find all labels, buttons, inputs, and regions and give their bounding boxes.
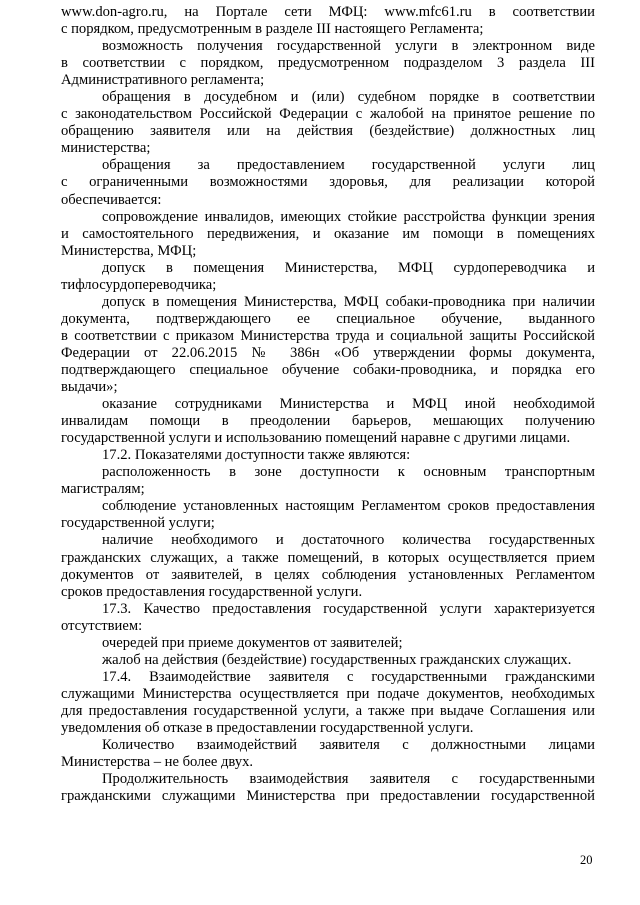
text-line: возможность получения государственной услуги в электронном виде <box>102 38 595 55</box>
text-line: государственной услуги; <box>61 515 215 532</box>
text-line: в соответствии с порядком, предусмотренном подразделом 3 раздела III <box>61 55 595 72</box>
text-line: допуск в помещения Министерства, МФЦ сурдопереводчика и <box>102 259 595 276</box>
text-line: документа, подтверждающего ее специальное обучение, выданного <box>61 310 595 327</box>
text-line: Федерации от 22.06.2015 № 386н «Об утверждении формы документа, <box>61 344 595 361</box>
text-line: магистралям; <box>61 481 145 498</box>
text-line: министерства; <box>61 140 151 157</box>
text-line: гражданских служащих, а также помещений, в которых осуществляется прием <box>61 549 595 566</box>
text-line: государственной услуги и использованию помещений наравне с другими лицами. <box>61 430 571 447</box>
text-line: сроков предоставления государственной услуги. <box>61 583 363 600</box>
body-text <box>61 4 595 805</box>
text-line: тифлосурдопереводчика; <box>61 276 217 293</box>
text-line: Продолжительность взаимодействия заявителя с государственными <box>102 771 595 788</box>
text-line: документов от заявителей, в целях соблюдения установленных Регламентом <box>61 566 595 583</box>
text-line: служащими Министерства осуществляется при подаче документов, необходимых <box>61 685 595 702</box>
text-line: 17.3. Качество предоставления государственной услуги характеризуется <box>102 600 595 617</box>
text-line: обращению заявителя или на действия (бездействие) должностных лиц <box>61 123 595 140</box>
text-line: 17.4. Взаимодействие заявителя с государственными гражданскими <box>102 668 595 685</box>
text-line: расположенность в зоне доступности к основным транспортным <box>102 464 595 481</box>
text-line: допуск в помещения Министерства, МФЦ собаки-проводника при наличии <box>102 293 595 310</box>
text-line: соблюдение установленных настоящим Регламентом сроков предоставления <box>102 498 595 515</box>
text-line: очередей при приеме документов от заявителей; <box>102 634 403 651</box>
page-number: 20 <box>580 853 593 867</box>
text-line: для предоставления государственной услуги, а также при выдаче Соглашения или <box>61 702 595 719</box>
text-line: инвалидам помощи в преодолении барьеров, мешающих получению <box>61 413 595 430</box>
text-line: Министерства, МФЦ; <box>61 242 197 259</box>
text-line: обеспечивается: <box>61 191 162 208</box>
text-line: в соответствии с приказом Министерства труда и социальной защиты Российской <box>61 327 595 344</box>
text-line: Административного регламента; <box>61 72 265 89</box>
text-line: подтверждающего специальное обучение собаки-проводника, и порядка его <box>61 361 595 378</box>
text-line: гражданскими служащими Министерства при предоставлении государственной <box>61 788 595 805</box>
text-line: выдачи»; <box>61 379 118 396</box>
text-line: уведомления об отказе в предоставлении государственной услуги. <box>61 719 474 736</box>
text-line: с законодательством Российской Федерации с жалобой на принятое решение по <box>61 106 595 123</box>
text-line: отсутствием: <box>61 617 143 634</box>
text-line: 17.2. Показателями доступности также являются: <box>102 447 411 464</box>
text-line: www.don-agro.ru, на Портале сети МФЦ: www.mfc61.ru в соответствии <box>61 4 595 20</box>
text-line: и самостоятельного передвижения, и оказание им помощи в помещениях <box>61 225 595 242</box>
text-line: с ограниченными возможностями здоровья, для реализации которой <box>61 174 595 191</box>
text-line: оказание сотрудниками Министерства и МФЦ иной необходимой <box>102 396 595 413</box>
text-line: сопровождение инвалидов, имеющих стойкие расстройства функции зрения <box>102 208 595 225</box>
text-line: жалоб на действия (бездействие) государственных гражданских служащих. <box>102 651 572 668</box>
text-line: обращения в досудебном и (или) судебном порядке в соответствии <box>102 89 595 106</box>
text-line: Количество взаимодействий заявителя с должностными лицами <box>102 737 595 754</box>
text-line: обращения за предоставлением государственной услуги лиц <box>102 157 595 174</box>
text-line: наличие необходимого и достаточного количества государственных <box>102 532 595 549</box>
text-line: Министерства – не более двух. <box>61 754 254 771</box>
text-line: с порядком, предусмотренным в разделе III настоящего Регламента; <box>61 21 484 38</box>
